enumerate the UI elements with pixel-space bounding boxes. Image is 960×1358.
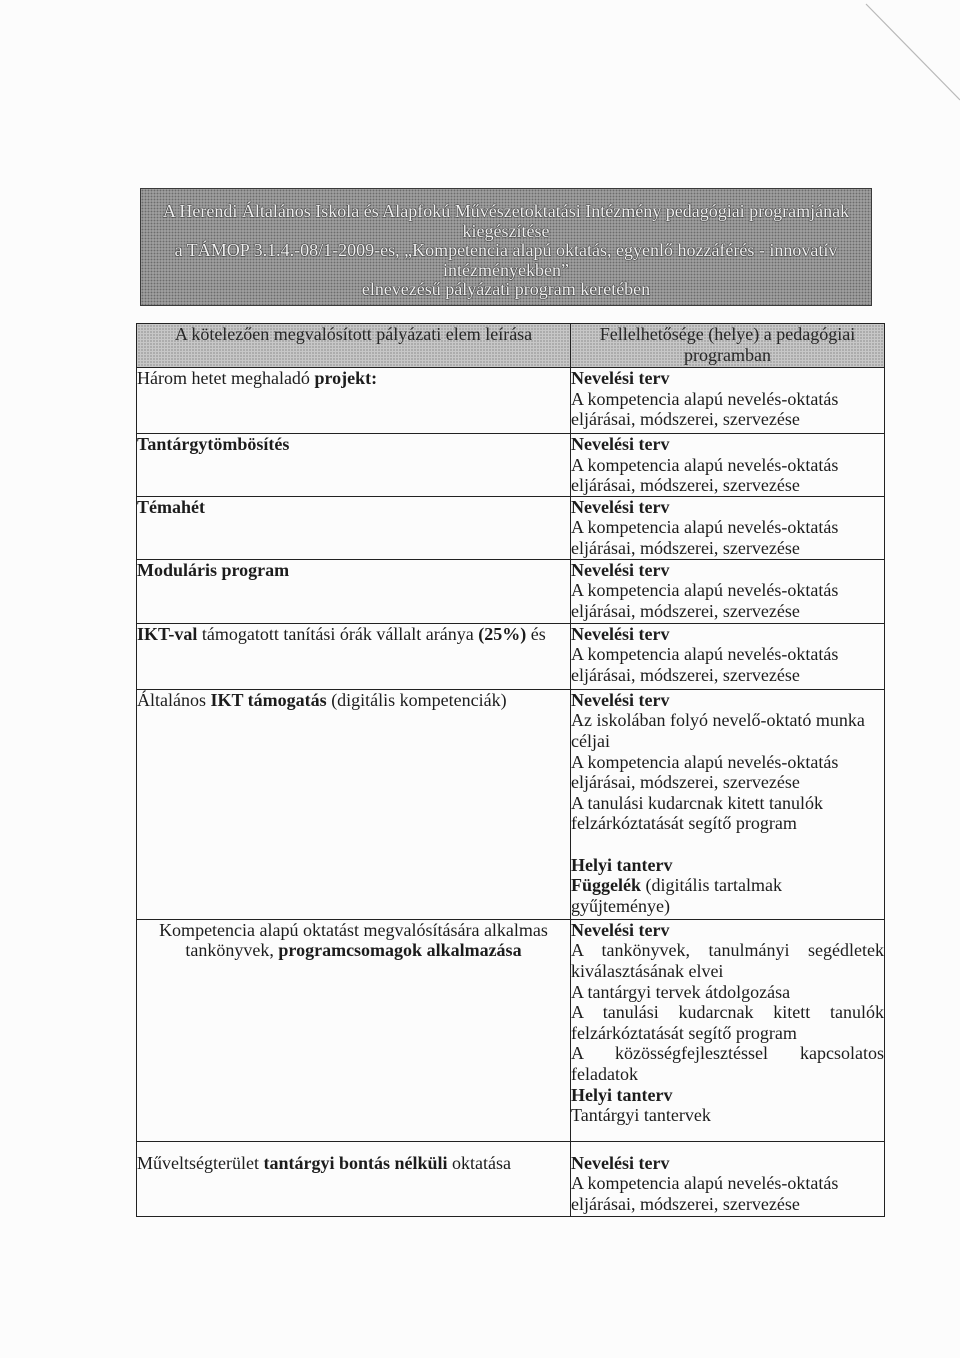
table-row [137,919,885,1141]
element-cell [137,623,571,689]
element-text: Műveltségterület [137,1152,264,1173]
element-keyword: projekt: [314,368,378,388]
element-cell [137,919,571,1141]
location-heading: Nevelési terv [571,434,670,454]
element-keyword: Moduláris program [137,559,290,580]
location-heading: Nevelési terv [571,559,670,580]
document-title-box [140,188,872,306]
location-item: Az iskolában folyó nevelő-oktató munka céljai [571,710,865,751]
element-cell [137,368,571,434]
title-subheading: kiegészítése [462,220,550,241]
element-keyword: IKT-val [137,623,198,644]
element-cell [137,559,571,623]
location-cell [571,368,885,434]
location-cell [571,623,885,689]
location-heading: Nevelési terv [571,623,670,644]
element-percentage: (25%) [478,623,527,644]
table-row [137,368,885,434]
element-text: (digitális kompetenciák) [326,689,507,710]
location-cell [571,919,885,1141]
element-keyword: Tantárgytömbösítés [137,434,290,454]
element-keyword: Témahét [137,496,205,517]
location-item: A kompetencia alapú nevelés-oktatás eljárásai, módszerei, szervezése [571,644,839,685]
element-text: Kompetencia alapú oktatást megvalósítására alkalmas tankönyvek, [159,919,548,961]
title-heading: A Herendi Általános Iskola és Alapfokú Művészetoktatási Intézmény pedagógiai programjának [162,201,850,221]
location-cell [571,559,885,623]
location-heading: Nevelési terv [571,919,670,940]
element-text: Három hetet meghaladó [137,368,315,388]
location-heading: Helyi tanterv [571,854,673,875]
location-heading: Nevelési terv [571,496,670,517]
location-item: A kompetencia alapú nevelés-oktatás eljárásai, módszerei, szervezése [571,517,839,558]
location-heading: Nevelési terv [571,1152,670,1173]
location-item: A tanulási kudarcnak kitett tanulók felzárkóztatását segítő program [571,1002,884,1043]
scan-edge-artifact [0,0,960,140]
location-cell [571,1141,885,1216]
location-item: A közösségfejlesztéssel kapcsolatos feladatok [571,1043,884,1084]
table-row [137,434,885,497]
location-item: A tankönyvek, tanulmányi segédletek kiválasztásának elvei [571,940,884,981]
col1-header: A kötelezően megvalósított pályázati elem leírása [137,324,571,368]
element-cell [137,496,571,559]
location-item: A kompetencia alapú nevelés-oktatás eljárásai, módszerei, szervezése [571,388,839,430]
location-item: A kompetencia alapú nevelés-oktatás eljárásai, módszerei, szervezése [571,751,839,793]
location-heading: Nevelési terv [571,689,670,710]
element-text: Általános [137,689,211,710]
table-header-row [137,324,885,368]
scan-edge-line [866,4,960,100]
location-heading: Helyi tanterv [571,1084,673,1105]
element-text: támogatott tanítási órák vállalt aránya [197,623,479,644]
element-text: oktatása [447,1152,511,1173]
col2-header: Fellelhetősége (helye) a pedagógiai programban [571,324,885,368]
appendix-label: Függelék [571,875,641,896]
table-row [137,496,885,559]
element-keyword: tantárgyi bontás nélküli [263,1152,448,1173]
element-cell [137,1141,571,1216]
location-cell [571,496,885,559]
element-cell [137,434,571,497]
program-elements-table [136,323,885,1217]
location-item: A tanulási kudarcnak kitett tanulók felzárkóztatását segítő program [571,792,823,834]
location-item: A kompetencia alapú nevelés-oktatás eljárásai, módszerei, szervezése [571,1173,839,1214]
location-item: Tantárgyi tantervek [571,1105,711,1126]
location-item: A tantárgyi tervek átdolgozása [571,981,791,1002]
location-cell [571,689,885,919]
element-keyword: programcsomagok alkalmazása [278,940,522,961]
location-cell [571,434,885,497]
table-row [137,559,885,623]
appendix-note: (digitális tartalmak gyűjteménye) [571,875,782,916]
element-text: és [526,623,546,644]
element-keyword: IKT támogatás [210,689,327,710]
appendix-entry [571,875,884,916]
title-program-suffix: elnevezésű pályázati program keretében [361,279,651,299]
table-row [137,623,885,689]
location-heading: Nevelési terv [571,368,670,388]
location-item: A kompetencia alapú nevelés-oktatás eljárásai, módszerei, szervezése [571,454,839,496]
table-row [137,689,885,919]
title-program-name: a TÁMOP 3.1.4.-08/1-2009-es, „Kompetencia alapú oktatás, egyenlő hozzáférés - innovatív intézményekben” [174,240,838,280]
table-row [137,1141,885,1216]
location-item: A kompetencia alapú nevelés-oktatás eljárásai, módszerei, szervezése [571,580,839,621]
element-cell [137,689,571,919]
